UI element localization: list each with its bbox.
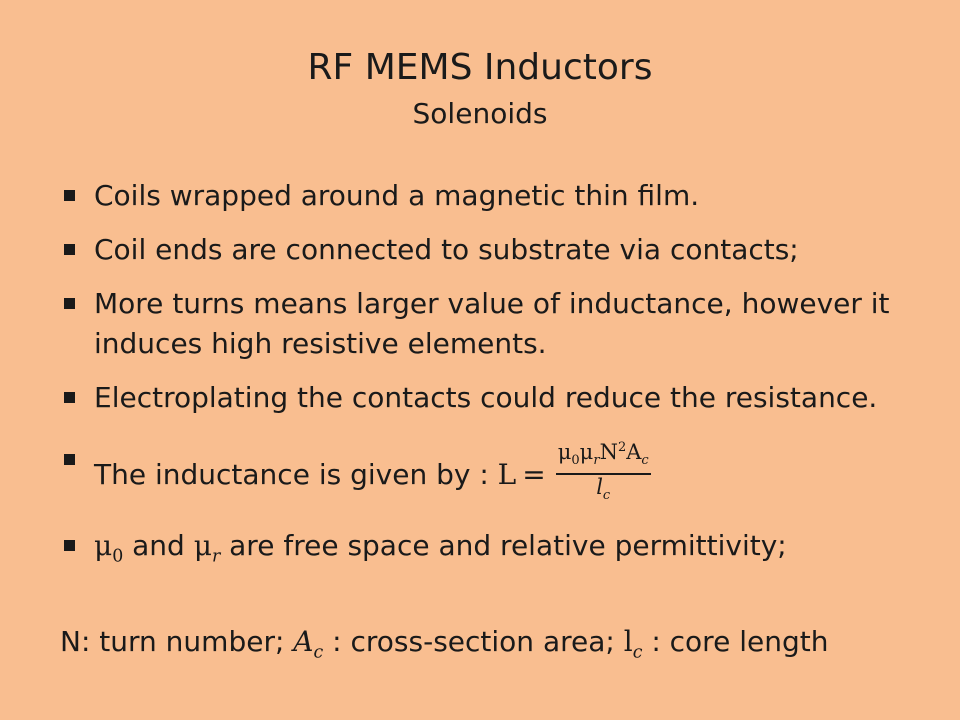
inductance-fraction [556,436,651,508]
bullet-text: Coils wrapped around a magnetic thin film. [94,179,700,212]
permittivity-text: are free space and relative permittivity; [220,529,787,563]
bullet-list [60,176,940,591]
area-symbol: $A_c$ [293,625,324,663]
bullet-text: More turns means larger value of inductance, however it induces high resistive elements. [94,287,890,360]
fraction-numerator: $\mu_0\mu_rN^2A_c$ [556,436,651,475]
bullet-square-icon [64,454,75,465]
formula-lead: The inductance is given by : [94,458,498,492]
bullet-square-icon [64,540,75,551]
slide-title: RF MEMS Inductors [307,47,653,88]
definitions-line [60,622,828,673]
bullet-text: Coil ends are connected to substrate via contacts; [94,233,799,266]
bullet-item [60,176,940,216]
and-text: and [123,529,194,563]
formula-equals: = [522,458,546,492]
bullet-square-icon [64,190,75,201]
mu-r-symbol: $\mu_r$ [193,529,221,567]
bullet-item [60,230,940,270]
formula-bullet [60,440,940,512]
bullet-square-icon [64,244,75,255]
bullet-square-icon [64,392,75,403]
length-symbol: $l_c$ [623,625,643,663]
turn-number-text: N: turn number; [60,625,294,658]
bullet-item [60,378,940,418]
length-text: : core length [642,625,829,658]
bullet-item [60,284,940,364]
bullet-text: Electroplating the contacts could reduce the resistance. [94,381,878,414]
mu-zero-symbol: $\mu_0$ [94,529,124,567]
formula-lhs: L [497,458,517,492]
fraction-denominator: $l_c$ [596,475,611,504]
permittivity-bullet [60,526,940,577]
slide-subtitle: Solenoids [412,97,548,130]
area-text: : cross-section area; [323,625,624,658]
bullet-square-icon [64,298,75,309]
